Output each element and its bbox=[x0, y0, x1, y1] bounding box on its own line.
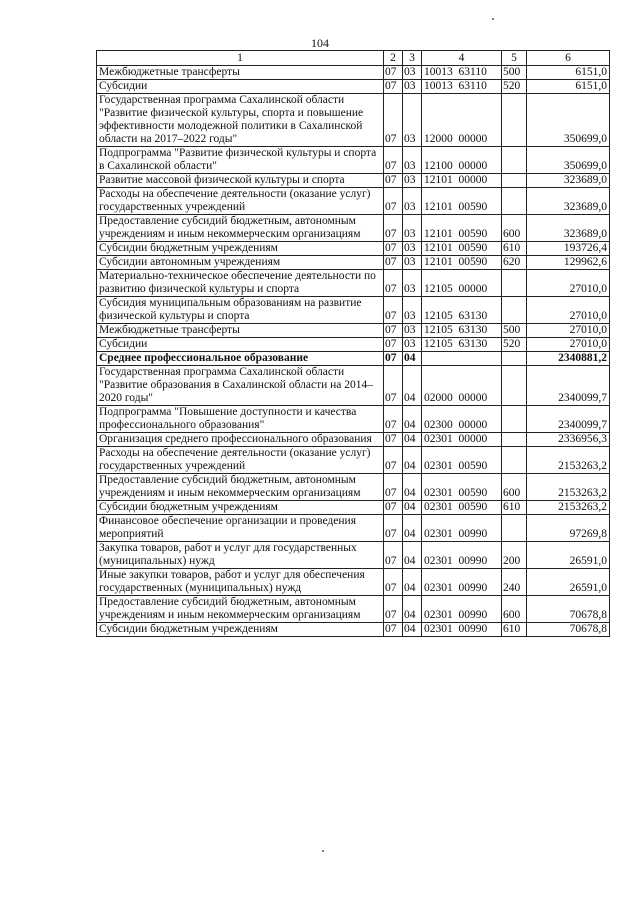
subsection-cell: 04 bbox=[403, 447, 422, 474]
amount-cell: 2153263,2 bbox=[527, 501, 610, 515]
section-cell: 07 bbox=[384, 242, 403, 256]
section-cell: 07 bbox=[384, 270, 403, 297]
table-row bbox=[97, 623, 610, 637]
target-article-cell bbox=[422, 352, 502, 366]
column-header: 4 bbox=[422, 51, 502, 66]
target-article-cell: 12105 63130 bbox=[422, 324, 502, 338]
amount-cell: 70678,8 bbox=[527, 623, 610, 637]
row-name-cell: Субсидии автономным учреждениям bbox=[97, 256, 384, 270]
expense-type-cell: 500 bbox=[502, 66, 527, 80]
row-name-cell: Государственная программа Сахалинской области "Развитие физической культуры, спорта и повышение эффективности молодежной политики в Сахалинской области на 2017–2022 годы" bbox=[97, 94, 384, 147]
section-cell: 07 bbox=[384, 338, 403, 352]
target-article-cell: 12100 00000 bbox=[422, 147, 502, 174]
row-name-cell: Межбюджетные трансферты bbox=[97, 66, 384, 80]
target-article-cell: 12101 00590 bbox=[422, 188, 502, 215]
section-cell: 07 bbox=[384, 515, 403, 542]
amount-cell: 323689,0 bbox=[527, 174, 610, 188]
section-cell: 07 bbox=[384, 501, 403, 515]
target-article-cell: 02301 00990 bbox=[422, 515, 502, 542]
subsection-cell: 03 bbox=[403, 270, 422, 297]
subsection-cell: 04 bbox=[403, 501, 422, 515]
section-cell: 07 bbox=[384, 447, 403, 474]
amount-cell: 2340099,7 bbox=[527, 406, 610, 433]
amount-cell: 350699,0 bbox=[527, 147, 610, 174]
row-name-cell: Предоставление субсидий бюджетным, автономным учреждениям и иным некоммерческим организациям bbox=[97, 215, 384, 242]
amount-cell: 2153263,2 bbox=[527, 474, 610, 501]
table-body bbox=[97, 66, 610, 637]
row-name-cell: Закупка товаров, работ и услуг для государственных (муниципальных) нужд bbox=[97, 542, 384, 569]
table-row bbox=[97, 447, 610, 474]
subsection-cell: 03 bbox=[403, 80, 422, 94]
row-name-cell: Субсидии bbox=[97, 338, 384, 352]
subsection-cell: 04 bbox=[403, 623, 422, 637]
expense-type-cell: 600 bbox=[502, 474, 527, 501]
table-row bbox=[97, 338, 610, 352]
expense-type-cell: 610 bbox=[502, 242, 527, 256]
amount-cell: 6151,0 bbox=[527, 80, 610, 94]
expense-type-cell bbox=[502, 94, 527, 147]
target-article-cell: 02301 00590 bbox=[422, 501, 502, 515]
section-cell: 07 bbox=[384, 215, 403, 242]
target-article-cell: 12101 00590 bbox=[422, 242, 502, 256]
section-cell: 07 bbox=[384, 188, 403, 215]
expense-type-cell bbox=[502, 147, 527, 174]
row-name-cell: Государственная программа Сахалинской области "Развитие образования в Сахалинской области на 2014–2020 годы" bbox=[97, 366, 384, 406]
row-name-cell: Межбюджетные трансферты bbox=[97, 324, 384, 338]
table-row bbox=[97, 542, 610, 569]
amount-cell: 2340099,7 bbox=[527, 366, 610, 406]
table-row bbox=[97, 147, 610, 174]
target-article-cell: 02301 00990 bbox=[422, 569, 502, 596]
subsection-cell: 03 bbox=[403, 256, 422, 270]
section-cell: 07 bbox=[384, 80, 403, 94]
table-row bbox=[97, 215, 610, 242]
amount-cell: 27010,0 bbox=[527, 338, 610, 352]
row-name-cell: Организация среднего профессионального образования bbox=[97, 433, 384, 447]
table-row bbox=[97, 406, 610, 433]
row-name-cell: Финансовое обеспечение организации и проведения мероприятий bbox=[97, 515, 384, 542]
amount-cell: 323689,0 bbox=[527, 188, 610, 215]
subsection-cell: 03 bbox=[403, 297, 422, 324]
table-row bbox=[97, 596, 610, 623]
expense-type-cell: 610 bbox=[502, 501, 527, 515]
expense-type-cell: 200 bbox=[502, 542, 527, 569]
row-name-cell: Субсидии бюджетным учреждениям bbox=[97, 623, 384, 637]
expense-type-cell: 620 bbox=[502, 256, 527, 270]
amount-cell: 2153263,2 bbox=[527, 447, 610, 474]
row-name-cell: Развитие массовой физической культуры и спорта bbox=[97, 174, 384, 188]
column-header: 6 bbox=[527, 51, 610, 66]
expense-type-cell bbox=[502, 297, 527, 324]
section-cell: 07 bbox=[384, 569, 403, 596]
amount-cell: 129962,6 bbox=[527, 256, 610, 270]
amount-cell: 323689,0 bbox=[527, 215, 610, 242]
table-row bbox=[97, 66, 610, 80]
expense-type-cell: 520 bbox=[502, 80, 527, 94]
section-cell: 07 bbox=[384, 596, 403, 623]
amount-cell: 193726,4 bbox=[527, 242, 610, 256]
row-name-cell: Субсидии бюджетным учреждениям bbox=[97, 501, 384, 515]
subsection-cell: 04 bbox=[403, 569, 422, 596]
subsection-cell: 04 bbox=[403, 542, 422, 569]
column-header: 2 bbox=[384, 51, 403, 66]
expense-type-cell: 240 bbox=[502, 569, 527, 596]
target-article-cell: 02301 00990 bbox=[422, 596, 502, 623]
row-name-cell: Иные закупки товаров, работ и услуг для обеспечения государственных (муниципальных) нужд bbox=[97, 569, 384, 596]
table-row bbox=[97, 433, 610, 447]
subsection-cell: 03 bbox=[403, 174, 422, 188]
target-article-cell: 02301 00990 bbox=[422, 623, 502, 637]
target-article-cell: 12105 00000 bbox=[422, 270, 502, 297]
row-name-cell: Подпрограмма "Повышение доступности и качества профессионального образования" bbox=[97, 406, 384, 433]
amount-cell: 70678,8 bbox=[527, 596, 610, 623]
row-name-cell: Предоставление субсидий бюджетным, автономным учреждениям и иным некоммерческим организациям bbox=[97, 596, 384, 623]
expense-type-cell: 600 bbox=[502, 596, 527, 623]
subsection-cell: 03 bbox=[403, 147, 422, 174]
section-cell: 07 bbox=[384, 297, 403, 324]
table-row bbox=[97, 80, 610, 94]
row-name-cell: Субсидии bbox=[97, 80, 384, 94]
amount-cell: 27010,0 bbox=[527, 297, 610, 324]
target-article-cell: 02301 00590 bbox=[422, 474, 502, 501]
column-header: 5 bbox=[502, 51, 527, 66]
row-name-cell: Подпрограмма "Развитие физической культуры и спорта в Сахалинской области" bbox=[97, 147, 384, 174]
subsection-cell: 04 bbox=[403, 406, 422, 433]
budget-table bbox=[96, 50, 610, 637]
section-cell: 07 bbox=[384, 542, 403, 569]
section-cell: 07 bbox=[384, 433, 403, 447]
subsection-cell: 04 bbox=[403, 352, 422, 366]
amount-cell: 2336956,3 bbox=[527, 433, 610, 447]
subsection-cell: 03 bbox=[403, 188, 422, 215]
row-name-cell: Материально-техническое обеспечение деятельности по развитию физической культуры и спорта bbox=[97, 270, 384, 297]
row-name-cell: Субсидия муниципальным образованиям на развитие физической культуры и спорта bbox=[97, 297, 384, 324]
amount-cell: 27010,0 bbox=[527, 270, 610, 297]
table-row bbox=[97, 242, 610, 256]
expense-type-cell bbox=[502, 433, 527, 447]
section-cell: 07 bbox=[384, 94, 403, 147]
amount-cell: 27010,0 bbox=[527, 324, 610, 338]
row-name-cell: Расходы на обеспечение деятельности (оказание услуг) государственных учреждений bbox=[97, 188, 384, 215]
table-row bbox=[97, 324, 610, 338]
expense-type-cell: 610 bbox=[502, 623, 527, 637]
table-row bbox=[97, 352, 610, 366]
amount-cell: 26591,0 bbox=[527, 569, 610, 596]
target-article-cell: 12105 63130 bbox=[422, 297, 502, 324]
amount-cell: 350699,0 bbox=[527, 94, 610, 147]
amount-cell: 2340881,2 bbox=[527, 352, 610, 366]
column-header: 1 bbox=[97, 51, 384, 66]
subsection-cell: 03 bbox=[403, 94, 422, 147]
target-article-cell: 02301 00590 bbox=[422, 447, 502, 474]
expense-type-cell bbox=[502, 188, 527, 215]
target-article-cell: 02000 00000 bbox=[422, 366, 502, 406]
section-cell: 07 bbox=[384, 366, 403, 406]
expense-type-cell: 600 bbox=[502, 215, 527, 242]
target-article-cell: 12105 63130 bbox=[422, 338, 502, 352]
table-row bbox=[97, 297, 610, 324]
table-row bbox=[97, 94, 610, 147]
target-article-cell: 12101 00590 bbox=[422, 256, 502, 270]
target-article-cell: 02301 00000 bbox=[422, 433, 502, 447]
scan-speck bbox=[492, 18, 494, 20]
table-row bbox=[97, 188, 610, 215]
table-row bbox=[97, 366, 610, 406]
amount-cell: 26591,0 bbox=[527, 542, 610, 569]
table-row bbox=[97, 256, 610, 270]
section-cell: 07 bbox=[384, 147, 403, 174]
subsection-cell: 03 bbox=[403, 242, 422, 256]
subsection-cell: 03 bbox=[403, 338, 422, 352]
section-cell: 07 bbox=[384, 623, 403, 637]
subsection-cell: 04 bbox=[403, 433, 422, 447]
amount-cell: 97269,8 bbox=[527, 515, 610, 542]
expense-type-cell bbox=[502, 515, 527, 542]
expense-type-cell bbox=[502, 447, 527, 474]
target-article-cell: 10013 63110 bbox=[422, 66, 502, 80]
row-name-cell: Среднее профессиональное образование bbox=[97, 352, 384, 366]
row-name-cell: Субсидии бюджетным учреждениям bbox=[97, 242, 384, 256]
section-cell: 07 bbox=[384, 352, 403, 366]
section-cell: 07 bbox=[384, 256, 403, 270]
table-header-row bbox=[97, 51, 610, 66]
target-article-cell: 12101 00590 bbox=[422, 215, 502, 242]
expense-type-cell bbox=[502, 174, 527, 188]
subsection-cell: 04 bbox=[403, 366, 422, 406]
target-article-cell: 02300 00000 bbox=[422, 406, 502, 433]
row-name-cell: Расходы на обеспечение деятельности (оказание услуг) государственных учреждений bbox=[97, 447, 384, 474]
section-cell: 07 bbox=[384, 174, 403, 188]
subsection-cell: 04 bbox=[403, 596, 422, 623]
expense-type-cell bbox=[502, 406, 527, 433]
subsection-cell: 03 bbox=[403, 324, 422, 338]
target-article-cell: 10013 63110 bbox=[422, 80, 502, 94]
target-article-cell: 12000 00000 bbox=[422, 94, 502, 147]
table-row bbox=[97, 474, 610, 501]
subsection-cell: 04 bbox=[403, 515, 422, 542]
section-cell: 07 bbox=[384, 66, 403, 80]
expense-type-cell bbox=[502, 366, 527, 406]
table-row bbox=[97, 569, 610, 596]
row-name-cell: Предоставление субсидий бюджетным, автономным учреждениям и иным некоммерческим организациям bbox=[97, 474, 384, 501]
section-cell: 07 bbox=[384, 406, 403, 433]
target-article-cell: 02301 00990 bbox=[422, 542, 502, 569]
subsection-cell: 04 bbox=[403, 474, 422, 501]
amount-cell: 6151,0 bbox=[527, 66, 610, 80]
section-cell: 07 bbox=[384, 324, 403, 338]
section-cell: 07 bbox=[384, 474, 403, 501]
expense-type-cell: 500 bbox=[502, 324, 527, 338]
column-header: 3 bbox=[403, 51, 422, 66]
table-row bbox=[97, 515, 610, 542]
expense-type-cell bbox=[502, 352, 527, 366]
subsection-cell: 03 bbox=[403, 215, 422, 242]
table-row bbox=[97, 270, 610, 297]
target-article-cell: 12101 00000 bbox=[422, 174, 502, 188]
subsection-cell: 03 bbox=[403, 66, 422, 80]
expense-type-cell: 520 bbox=[502, 338, 527, 352]
page-number: 104 bbox=[311, 36, 329, 50]
expense-type-cell bbox=[502, 270, 527, 297]
table-row bbox=[97, 501, 610, 515]
table-row bbox=[97, 174, 610, 188]
scan-speck bbox=[322, 850, 324, 852]
